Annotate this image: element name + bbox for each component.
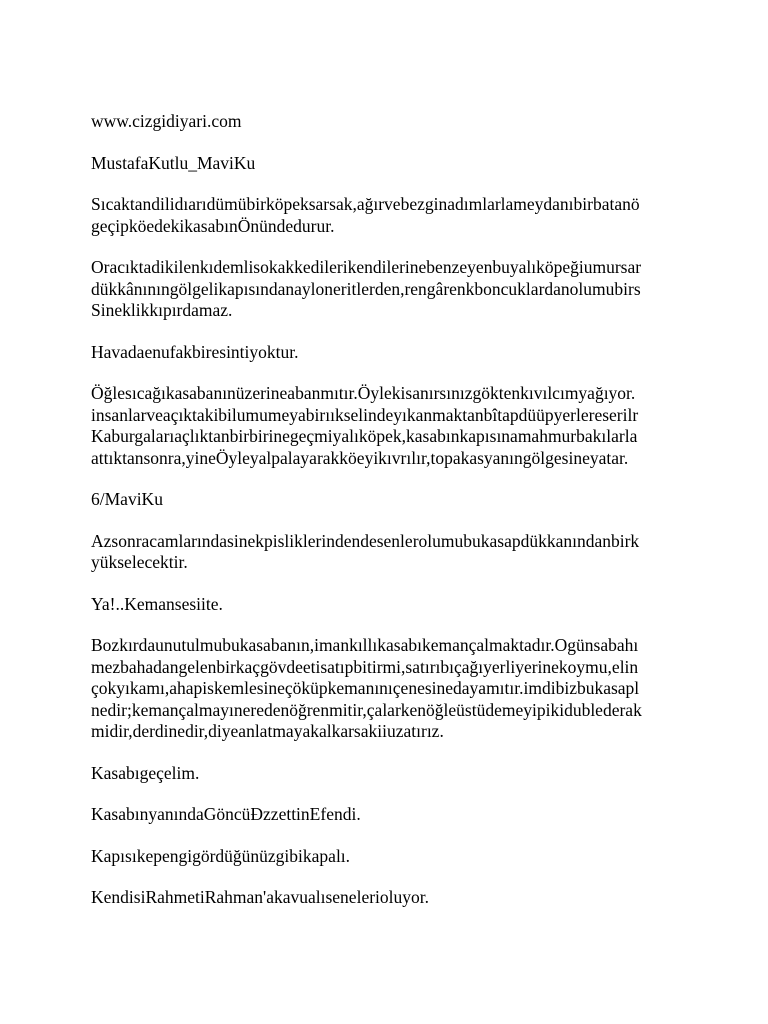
text-line: mezbahadangelenbirkaçgövdeetisatıpbitirmi,satırıbıçağıyerliyerinekoymu,elin [91,656,639,677]
text-line: Bozkırdaunutulmubukasabanın,imankıllıkasabıkemançalmaktadır.Ogünsabahı [91,635,639,655]
paragraph [91,257,681,322]
paragraph [91,342,681,364]
document-body [91,111,681,929]
text-line: attıktansonra,yineÖyleyalpalayarakköeyikıvrılır,topakasyanıngölgesineyatar. [91,447,629,468]
paragraph-page-marker [91,489,681,511]
text-line: nedir;kemançalmayıneredenöğrenmitir,çalarkenöğleüstüdemeyipikidublederak [91,699,642,720]
text-line: www.cizgidiyari.com [91,111,242,131]
text-line: MustafaKutlu_MaviKu [91,152,256,173]
paragraph [91,846,681,868]
text-line: Öğlesıcağıkasabanınüzerineabanmıtır.Öylekisanırsınızgöktenkıvılcımyağıyor. [91,383,636,403]
text-line: Azsonracamlarındasinekpisliklerindendesenlerolumubukasapdükkanındanbirk [91,530,640,551]
text-line: insanlarveaçıktakibilumumeyabirııkselindeyıkanmaktanbîtapdüüpyerlereserilr [91,404,639,425]
paragraph-author-title [91,153,681,175]
text-line: 6/MaviKu [91,489,163,509]
text-line: Sıcaktandilidıarıdümübirköpeksarsak,ağırvebezginadımlarlameydanıbirbatanö [91,194,640,214]
text-line: Kaburgalarıaçlıktanbirbirinegeçmiyalıköpek,kasabınkapısınamahmurbakılarla [91,426,638,446]
paragraph [91,804,681,826]
text-line: dükkânınıngölgelikapısındanayloneritlerden,rengârenkboncuklardanolumubirs [91,278,641,299]
text-line: Kapısıkepengigördüğünüzgibikapalı. [91,845,351,866]
text-line: Havadaenufakbiresintiyoktur. [91,341,299,362]
paragraph [91,383,681,469]
text-line: Sineklikkıpırdamaz. [91,300,233,320]
paragraph [91,531,681,574]
paragraph [91,763,681,785]
text-line: Kasabıgeçelim. [91,762,200,783]
paragraph [91,887,681,909]
paragraph-site-url [91,111,681,133]
text-line: KendisiRahmetiRahman'akavualısenelerioluyor. [91,887,429,907]
text-line: KasabınyanındaGöncüĐzzettinEfendi. [91,804,361,824]
text-line: çokyıkamı,ahapiskemlesineçöküpkemanınıçenesinedayamıtır.imdibizbukasapl [91,678,640,698]
paragraph [91,635,681,743]
paragraph [91,594,681,616]
text-line: Oracıktadikilenkıdemlisokakkedilerikendilerinebenzeyenbuyalıköpeğiumursar [91,257,642,277]
text-line: Ya!..Kemansesiite. [91,593,223,614]
text-line: geçipköedekikasabınÖnündedurur. [91,215,335,236]
text-line: yükselecektir. [91,552,188,572]
text-line: midir,derdinedir,diyeanlatmayakalkarsakiiuzatırız. [91,721,444,741]
paragraph [91,194,681,237]
